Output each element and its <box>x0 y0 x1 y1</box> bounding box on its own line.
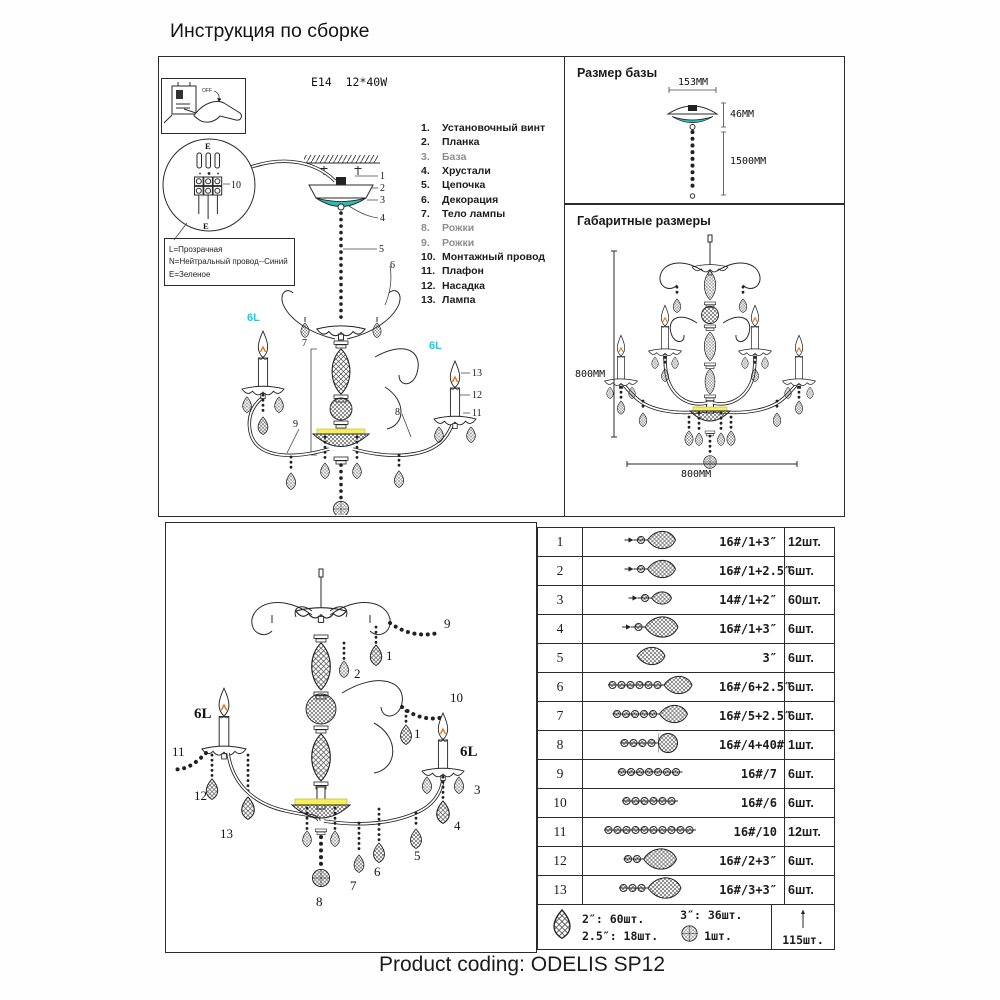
base-height-dim: 46MM <box>730 109 755 120</box>
wire-legend-line-l: L=Прозрачная <box>169 245 223 254</box>
diagram-callout: 9 <box>444 616 451 631</box>
diagram-callout: 1 <box>386 648 393 663</box>
exploded-box <box>165 522 537 953</box>
parts-list-item: 6. Декорация <box>421 193 499 206</box>
part-spec: 16#/10 <box>733 825 777 839</box>
part-spec: 16#/5+2.5″ <box>719 709 792 723</box>
part-spec: 16#/1+2.5″ <box>719 564 792 578</box>
diagram-callout: 3 <box>474 782 481 797</box>
row-number: 9 <box>538 760 583 788</box>
wire-legend-line-n: N=Нейтральный провод--Синий <box>169 257 288 267</box>
diagram-callout: 2 <box>380 183 385 194</box>
diagram-callout: 6L <box>460 744 478 760</box>
base-size-box <box>564 56 845 204</box>
part-qty: 6шт. <box>784 644 834 672</box>
product-coding: Product coding: ODELIS SP12 <box>379 953 665 976</box>
part-spec: 16#/3+3″ <box>719 883 777 897</box>
part-qty: 60шт. <box>784 586 834 614</box>
part-spec: 14#/1+2″ <box>719 593 777 607</box>
parts-list-item: 4. Хрустали <box>421 165 491 178</box>
diagram-callout: 12 <box>194 788 207 803</box>
diagram-callout: 1 <box>414 726 421 741</box>
crystal-drop-icon <box>550 908 574 947</box>
part-qty: 6шт. <box>784 557 834 585</box>
part-qty: 6шт. <box>784 702 834 730</box>
diagram-callout: 1 <box>380 171 385 182</box>
row-number: 5 <box>538 644 583 672</box>
parts-list-item: 5. Цепочка <box>421 179 486 192</box>
parts-list <box>421 121 565 307</box>
diagram-callout: 8 <box>316 894 323 909</box>
part-qty: 12шт. <box>784 528 834 556</box>
base-width-dim: 153MM <box>677 77 709 88</box>
diagram-callout: 11 <box>472 408 482 419</box>
parts-list-item: 10. Монтажный провод <box>421 251 546 264</box>
diagram-callout: 10 <box>450 690 463 705</box>
overall-size-box <box>564 204 845 517</box>
wire-legend <box>164 238 295 286</box>
part-spec: 16#/6 <box>740 796 777 810</box>
row-number: 6 <box>538 673 583 701</box>
diagram-callout: 7 <box>302 338 307 349</box>
summary-3in-qty: 3″: 36шт. <box>680 908 743 922</box>
wire-legend-line-e: E=Зеленое <box>169 269 211 279</box>
row-number: 4 <box>538 615 583 643</box>
parts-table-row <box>538 876 834 905</box>
parts-list-item: 8. Рожки <box>421 222 475 235</box>
diagram-callout: 4 <box>380 213 385 224</box>
crystal-ball-icon <box>680 924 699 948</box>
parts-list-item: 7. Тело лампы <box>421 208 506 221</box>
diagram-callout: 9 <box>293 419 298 430</box>
diagram-callout: 6 <box>374 864 381 879</box>
crystal-part-icon <box>583 873 719 908</box>
overall-height-dim: 800MM <box>575 369 606 380</box>
diagram-callout: 5 <box>379 244 384 255</box>
row-number: 1 <box>538 528 583 556</box>
overall-width-dim: 800MM <box>681 469 712 480</box>
part-spec: 16#/2+3″ <box>719 854 777 868</box>
part-qty: 6шт. <box>784 615 834 643</box>
page-title: Инструкция по сборке <box>170 20 370 42</box>
part-qty: 1шт. <box>784 731 834 759</box>
diagram-callout: 13 <box>220 826 233 841</box>
parts-table-summary <box>538 905 834 950</box>
terminal-number-label: 10 <box>231 180 241 191</box>
row-number: 3 <box>538 586 583 614</box>
lamp-spec: E14 12*40W <box>311 75 388 89</box>
row-number: 8 <box>538 731 583 759</box>
power-off-inset <box>161 78 246 134</box>
part-qty: 6шт. <box>784 673 834 701</box>
parts-list-item: 11. Плафон <box>421 265 484 278</box>
diagram-callout: 6 <box>390 260 395 271</box>
earth-label-bottom: E <box>203 221 209 231</box>
row-number: 12 <box>538 847 583 875</box>
row-number: 13 <box>538 876 583 904</box>
parts-list-item: 13. Лампа <box>421 294 476 307</box>
parts-list-item: 3. База <box>421 150 467 163</box>
summary-ball-qty: 1шт. <box>704 928 732 943</box>
diagram-callout: 3 <box>380 195 385 206</box>
diagram-callout: 13 <box>472 368 482 379</box>
diagram-callout: 2 <box>354 666 361 681</box>
part-qty: 6шт. <box>784 847 834 875</box>
part-spec: 3″ <box>762 651 777 665</box>
summary-pin-qty: 115шт. <box>782 933 824 947</box>
base-size-title: Размер базы <box>577 66 658 80</box>
part-spec: 16#/1+3″ <box>719 622 777 636</box>
breaker-hand-icon <box>162 79 245 133</box>
summary-2-5in-qty: 2.5″: 18шт. <box>582 928 659 943</box>
row-number: 11 <box>538 818 583 846</box>
parts-list-item: 2. Планка <box>421 136 480 149</box>
parts-list-item: 9. Рожки <box>421 236 475 249</box>
part-spec: 16#/1+3″ <box>719 535 777 549</box>
pin-icon <box>798 908 808 933</box>
part-qty: 6шт. <box>784 876 834 904</box>
part-qty: 12шт. <box>784 818 834 846</box>
row-number: 7 <box>538 702 583 730</box>
parts-list-item: 12. Насадка <box>421 279 485 292</box>
assembly-box <box>158 56 565 517</box>
diagram-callout: 6L <box>194 706 212 722</box>
row-number: 10 <box>538 789 583 817</box>
summary-2in-qty: 2″: 60шт. <box>582 911 645 926</box>
earth-label-top: E <box>205 141 211 151</box>
part-qty: 6шт. <box>784 789 834 817</box>
overall-size-title: Габаритные размеры <box>577 214 711 228</box>
off-label: OFF <box>202 88 212 94</box>
part-qty: 6шт. <box>784 760 834 788</box>
row-number: 2 <box>538 557 583 585</box>
diagram-callout: 4 <box>454 818 461 833</box>
parts-table <box>537 527 835 950</box>
chain-length-dim: 1500MM <box>730 156 767 167</box>
diagram-callout: 6L <box>429 340 442 352</box>
part-spec: 16#/4+40# <box>719 738 785 752</box>
diagram-callout: 7 <box>350 878 357 893</box>
diagram-callout: 8 <box>395 407 400 418</box>
diagram-callout: 12 <box>472 390 482 401</box>
diagram-callout: 5 <box>414 848 421 863</box>
diagram-callout: 11 <box>172 744 185 759</box>
part-spec: 16#/7 <box>740 767 777 781</box>
parts-list-item: 1. Установочный винт <box>421 122 546 134</box>
part-spec: 16#/6+2.5″ <box>719 680 792 694</box>
parts-table-body <box>538 528 834 905</box>
diagram-callout: 6L <box>247 312 260 324</box>
